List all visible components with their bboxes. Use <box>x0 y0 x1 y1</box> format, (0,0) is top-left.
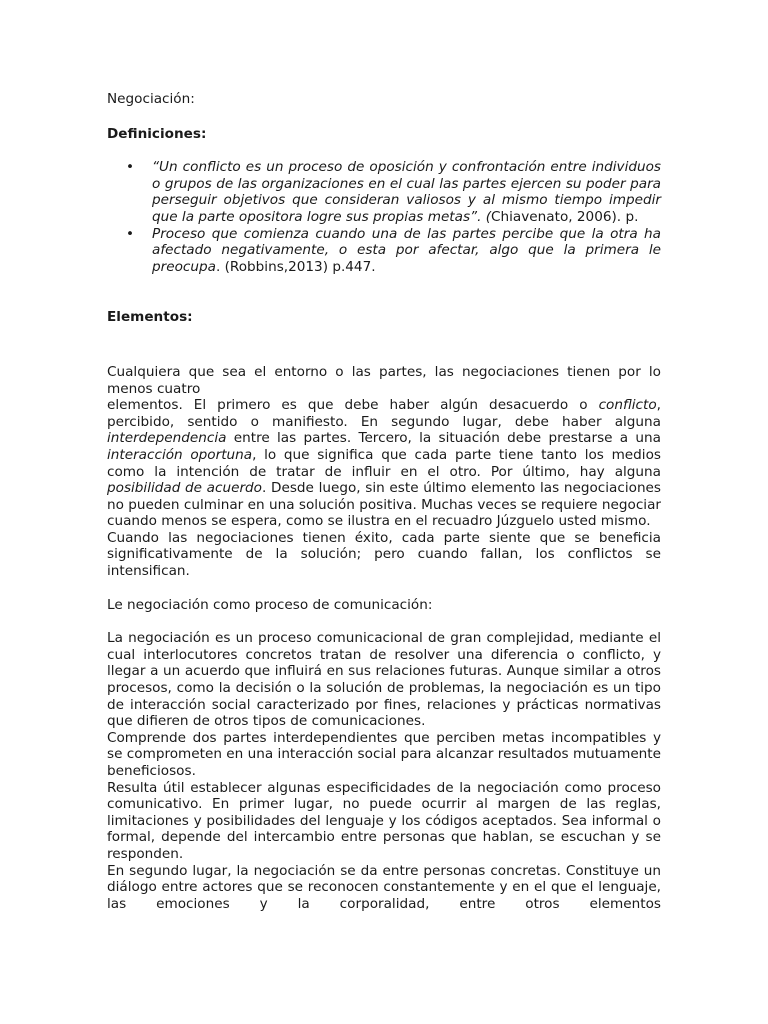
comunicacion-heading: Le negociación como proceso de comunicación: <box>107 596 433 613</box>
document-title: Negociación: <box>107 91 195 107</box>
text-run: . Desde luego, sin este último elemento las negociaciones no pueden culminar en una solución positiva. Muchas veces se requiere negociar cuando menos se espera, como se ilustra en el recuadro Júzguelo usted mismo. <box>107 480 661 530</box>
definition-citation: . (Robbins,2013) p.447. <box>215 258 376 275</box>
elementos-paragraph: Cualquiera que sea el entorno o las partes, las negociaciones tienen por lo menos cuatro <box>107 363 661 397</box>
spacer <box>107 613 661 630</box>
comunicacion-paragraph: En segundo lugar, la negociación se da entre personas concretas. Constituye un diálogo entre actores que se reconocen constantemente y en el que el lenguaje, las emociones y la corporalidad, entre otros elementos <box>107 862 661 912</box>
definition-item <box>152 159 661 225</box>
definition-citation: Chiavenato, 2006). p. <box>491 208 639 225</box>
italic-term: interdependencia <box>107 430 227 447</box>
definition-quote: “Un conflicto es un proceso de oposición y confrontación entre individuos o grupos de las organizaciones en el cual las partes ejercen su poder para perseguir objetivos que consideran valiosos y al mismo tiempo impedir que la parte opositora logre sus propias metas”. ( <box>152 159 661 225</box>
elementos-heading: Elementos: <box>107 309 193 326</box>
comunicacion-paragraph: La negociación es un proceso comunicacional de gran complejidad, mediante el cual interlocutores concretos tratan de resolver una diferencia o conflicto, y llegar a un acuerdo que influirá en sus relaciones futuras. Aunque similar a otros procesos, como la decisión o la solución de problemas, la negociación es un tipo de interacción social caracterizado por fines, relaciones y prácticas normativas que difieren de otros tipos de comunicaciones. <box>107 630 661 730</box>
definitions-list <box>107 159 661 275</box>
definition-quote: Proceso que comienza cuando una de las partes percibe que la otra ha afectado negativamente, o esta por afectar, algo que la primera le preocupa <box>152 225 661 275</box>
comunicacion-paragraph: Resulta útil establecer algunas especificidades de la negociación como proceso comunicativo. En primer lugar, no puede ocurrir al margen de las reglas, limitaciones y posibilidades del lenguaje y los códigos aceptados. Sea informal o formal, depende del intercambio entre personas que hablan, se escuchan y se responden. <box>107 779 661 862</box>
italic-term: posibilidad de acuerdo <box>107 480 263 497</box>
text-run: entre las partes. Tercero, la situación debe prestarse a una <box>226 430 661 447</box>
text-run: elementos. El primero es que debe haber algún desacuerdo o <box>107 397 599 414</box>
elementos-paragraph <box>107 397 661 530</box>
text-run: , percibido, sentido o manifiesto. En segundo lugar, debe haber alguna <box>107 397 661 430</box>
definiciones-heading: Definiciones: <box>107 125 207 142</box>
definition-item <box>152 226 661 276</box>
italic-term: interacción oportuna <box>107 446 253 463</box>
italic-term: conflicto <box>598 397 657 414</box>
comunicacion-paragraph: Comprende dos partes interdependientes que perciben metas incompatibles y se comprometen en una interacción social para alcanzar resultados mutuamente beneficiosos. <box>107 729 661 779</box>
spacer <box>107 580 661 597</box>
elementos-paragraph: Cuando las negociaciones tienen éxito, cada parte siente que se beneficia significativamente de la solución; pero cuando fallan, los conflictos se intensifican. <box>107 529 661 580</box>
text-run: , lo que significa que cada parte tiene tanto los medios como la intención de tratar de influir en el otro. Por último, hay alguna <box>107 446 661 480</box>
